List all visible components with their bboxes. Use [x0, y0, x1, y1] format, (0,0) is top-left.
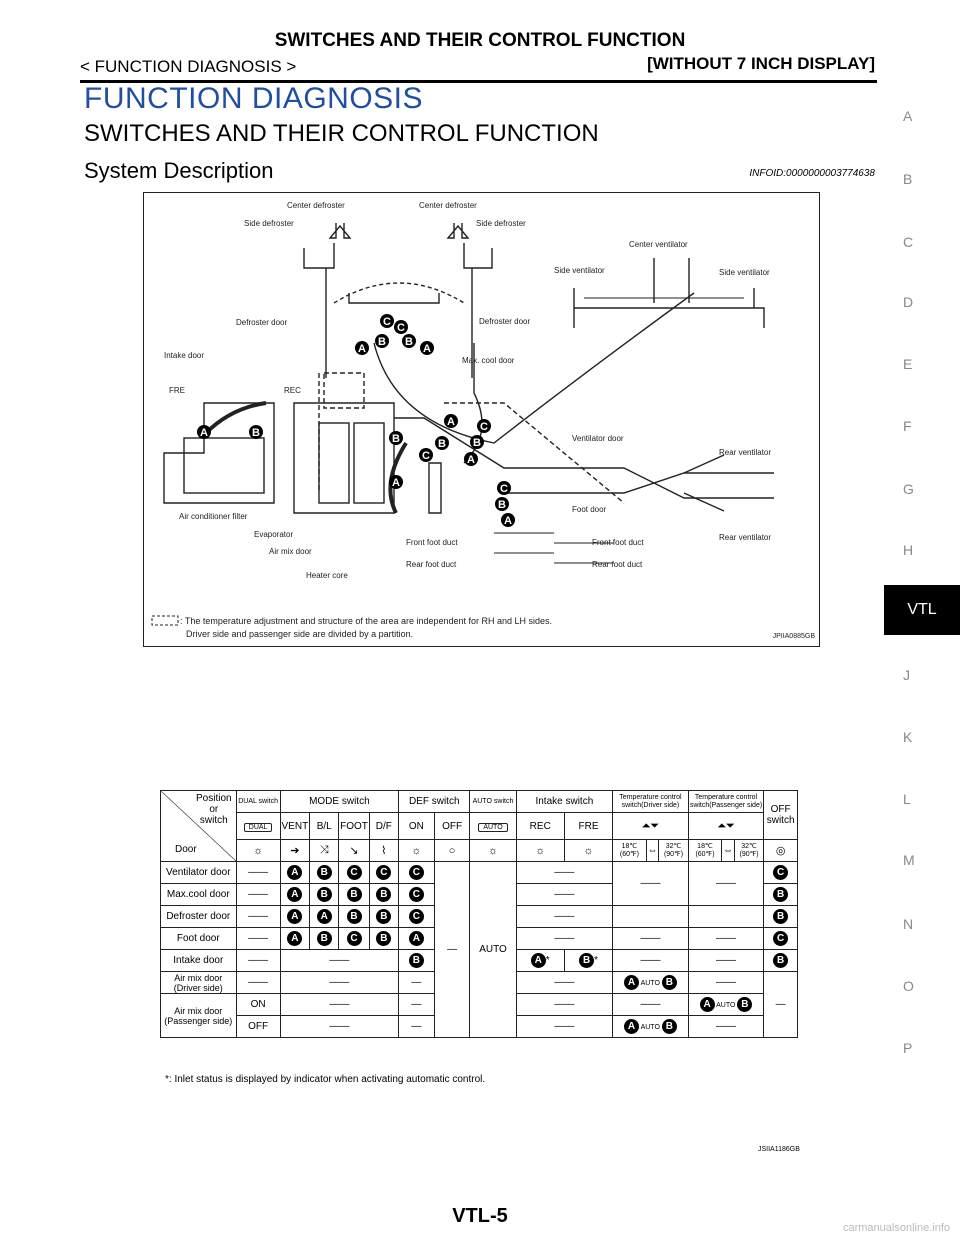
- marker-a: [464, 452, 478, 466]
- cell-dash: ——: [236, 950, 280, 972]
- svg-text:C: C: [422, 450, 430, 462]
- marker-b: B: [579, 953, 594, 968]
- label-foot-door: Foot door: [572, 505, 607, 514]
- cell-dash: ——: [236, 906, 280, 928]
- label-defroster-door-left: Defroster door: [236, 318, 288, 327]
- marker-c: [394, 320, 408, 334]
- svg-text:B: B: [405, 336, 413, 348]
- cell-dash: —: [399, 1016, 435, 1038]
- diagram-figure-id: JPIIA0885GB: [772, 633, 815, 640]
- marker-a: A: [624, 975, 639, 990]
- system-diagram: [143, 192, 820, 647]
- cell-dash: ——: [516, 884, 613, 906]
- corner-switch: switch: [199, 815, 228, 826]
- marker-b: B: [376, 887, 391, 902]
- cell-dash: ——: [613, 994, 689, 1016]
- diagram-note-line1: : The temperature adjustment and structure of the area are independent for RH and LH sides.: [180, 616, 553, 626]
- sub-foot: FOOT: [339, 813, 369, 840]
- label-air-mix-door: Air mix door: [269, 547, 312, 556]
- marker-b: B: [662, 1019, 677, 1034]
- svg-text:A: A: [392, 477, 400, 489]
- marker-a: A: [700, 997, 715, 1012]
- table-row: Intake door —— —— B A * B * —— —— B: [161, 950, 798, 972]
- cell-dash: —: [764, 972, 798, 1038]
- label-max-cool-door: Max. cool door: [462, 356, 515, 365]
- sub-fre: FRE: [564, 813, 612, 840]
- cell-dash: ——: [236, 862, 280, 884]
- marker-b: B: [347, 909, 362, 924]
- row-label-foot: Foot door: [161, 928, 237, 950]
- cell-dash: —: [399, 994, 435, 1016]
- cell-dash: —: [399, 972, 435, 994]
- svg-text:C: C: [383, 316, 391, 328]
- cell-dash: ——: [688, 972, 764, 994]
- row-label-intake: Intake door: [161, 950, 237, 972]
- passenger-temp-low: 18℃ (60℉): [688, 840, 722, 862]
- marker-a: [355, 341, 369, 355]
- corner-or: or: [209, 804, 219, 815]
- marker-c: C: [409, 909, 424, 924]
- driver-temp-high: 32℃ (90℉): [659, 840, 688, 862]
- fre-indicator-icon: ☼: [564, 840, 612, 862]
- col-off: OFF switch: [764, 791, 798, 840]
- section-label: < FUNCTION DIAGNOSIS >: [80, 57, 297, 76]
- svg-text:B: B: [252, 427, 260, 439]
- svg-text:B: B: [498, 499, 506, 511]
- marker-a: [444, 414, 458, 428]
- row-label-airmix-passenger: Air mix door (Passenger side): [161, 994, 237, 1038]
- svg-text:A: A: [467, 454, 475, 466]
- page-number: VTL-5: [452, 1205, 508, 1227]
- cell-dash: ——: [280, 994, 398, 1016]
- marker-b: [470, 435, 484, 449]
- index-tab-l[interactable]: L: [903, 791, 911, 807]
- cell-empty: [688, 906, 764, 928]
- svg-text:B: B: [438, 438, 446, 450]
- index-tab-d[interactable]: D: [903, 294, 914, 310]
- marker-a: A: [287, 865, 302, 880]
- index-tab-m[interactable]: M: [903, 852, 915, 868]
- variant-label: [WITHOUT 7 INCH DISPLAY]: [647, 54, 875, 73]
- col-def: DEF switch: [399, 791, 470, 813]
- svg-text:C: C: [480, 421, 488, 433]
- sub-on: ON: [399, 813, 435, 840]
- row-label-airmix-driver: Air mix door (Driver side): [161, 972, 237, 994]
- label-rec: REC: [284, 386, 301, 395]
- def-off-indicator-icon: ○: [434, 840, 470, 862]
- svg-text:C: C: [397, 322, 405, 334]
- passenger-temp-high: 32℃ (90℉): [734, 840, 763, 862]
- svg-text:B: B: [392, 433, 400, 445]
- auto-indicator-icon: ☼: [470, 840, 516, 862]
- marker-c: C: [409, 887, 424, 902]
- marker-b: B: [347, 887, 362, 902]
- corner-door: Door: [175, 844, 197, 855]
- marker-b: B: [376, 931, 391, 946]
- label-front-foot-duct-left: Front foot duct: [406, 538, 458, 547]
- marker-b: B: [662, 975, 677, 990]
- dual-button-cell: [236, 813, 280, 840]
- sub-off: OFF: [434, 813, 470, 840]
- col-mode: MODE switch: [280, 791, 398, 813]
- marker-c: C: [409, 865, 424, 880]
- marker-b: B: [317, 865, 332, 880]
- index-tab-h[interactable]: H: [903, 542, 914, 558]
- label-front-foot-duct-right: Front foot duct: [592, 538, 644, 547]
- def-off-merged: —: [434, 862, 470, 1038]
- svg-text:B: B: [378, 336, 386, 348]
- index-tab-e[interactable]: E: [903, 356, 913, 372]
- chapter-heading: FUNCTION DIAGNOSIS: [84, 82, 424, 115]
- marker-b: B: [737, 997, 752, 1012]
- marker-c: [477, 419, 491, 433]
- table-footnote: *: Inlet status is displayed by indicator when activating automatic control.: [165, 1074, 486, 1085]
- auto-button[interactable]: AUTO: [478, 823, 507, 832]
- driver-temp-low: 18℃ (60℉): [613, 840, 647, 862]
- marker-b: [389, 431, 403, 445]
- foot-mode-icon: ↘: [339, 840, 369, 862]
- marker-c: [380, 314, 394, 328]
- cell-dash: ——: [516, 928, 613, 950]
- dual-indicator-icon: ☼: [236, 840, 280, 862]
- airmix-off-range: A AUTO B: [613, 1016, 689, 1038]
- cell-dash: ——: [613, 928, 689, 950]
- index-tab-j[interactable]: J: [903, 667, 910, 683]
- svg-text:A: A: [200, 427, 208, 439]
- svg-text:A: A: [423, 343, 431, 355]
- cell-dash: ——: [280, 950, 398, 972]
- row-label-defroster: Defroster door: [161, 906, 237, 928]
- marker-b: B: [773, 909, 788, 924]
- cell-dash: ——: [688, 862, 764, 906]
- marker-c: C: [376, 865, 391, 880]
- label-side-ventilator-right: Side ventilator: [719, 268, 770, 277]
- label-ventilator-door: Ventilator door: [572, 434, 624, 443]
- label-rear-foot-duct-right: Rear foot duct: [592, 560, 643, 569]
- diagram-drawing: [144, 193, 821, 648]
- label-center-ventilator: Center ventilator: [629, 240, 688, 249]
- label-center-defroster-right: Center defroster: [419, 201, 477, 210]
- info-id: INFOID:0000000003774638: [749, 168, 875, 179]
- row-label-ventilator: Ventilator door: [161, 862, 237, 884]
- svg-text:A: A: [504, 515, 512, 527]
- driver-temp-arrow: ⇔: [646, 840, 659, 862]
- cell-empty: [613, 906, 689, 928]
- index-tab-p[interactable]: P: [903, 1040, 913, 1056]
- index-tab-k[interactable]: K: [903, 729, 913, 745]
- label-fre: FRE: [169, 386, 185, 395]
- marker-a: [420, 341, 434, 355]
- marker-a: A: [287, 887, 302, 902]
- sub-rec: REC: [516, 813, 564, 840]
- bilevel-mode-icon: ⤨: [310, 840, 339, 862]
- svg-text:A: A: [358, 343, 366, 355]
- cell-dash: ——: [516, 972, 613, 994]
- label-side-defroster-right: Side defroster: [476, 219, 526, 228]
- airmix-passenger-range: A AUTO B: [688, 994, 764, 1016]
- col-dual: DUAL switch: [236, 791, 280, 813]
- col-auto: AUTO switch: [470, 791, 516, 813]
- marker-b: B: [773, 887, 788, 902]
- col-temp-driver: Temperature control switch(Driver side): [613, 791, 689, 813]
- cell-dash: ——: [280, 972, 398, 994]
- off-button-icon[interactable]: ◎: [764, 840, 798, 862]
- marker-b: [402, 334, 416, 348]
- marker-b: B: [409, 953, 424, 968]
- label-center-defroster-left: Center defroster: [287, 201, 345, 210]
- marker-a: A: [531, 953, 546, 968]
- marker-c: [497, 481, 511, 495]
- label-air-conditioner-filter: Air conditioner filter: [179, 512, 248, 521]
- cell-dash: ——: [516, 1016, 613, 1038]
- cell-dash: ——: [516, 994, 613, 1016]
- label-rear-foot-duct-left: Rear foot duct: [406, 560, 457, 569]
- label-evaporator: Evaporator: [254, 530, 294, 539]
- diagram-note-line2: Driver side and passenger side are divided by a partition.: [186, 629, 414, 639]
- label-side-defroster-left: Side defroster: [244, 219, 294, 228]
- marker-b: [495, 497, 509, 511]
- table-row: [161, 862, 798, 884]
- col-temp-passenger: Temperature control switch(Passenger side): [688, 791, 764, 813]
- cell-dash: ——: [236, 972, 280, 994]
- col-intake: Intake switch: [516, 791, 613, 813]
- label-defroster-door-right: Defroster door: [479, 317, 531, 326]
- row-label-maxcool: Max.cool door: [161, 884, 237, 906]
- label-intake-door: Intake door: [164, 351, 205, 360]
- sub-bl: B/L: [310, 813, 339, 840]
- vent-mode-icon: ➔: [280, 840, 309, 862]
- cell-on: ON: [236, 994, 280, 1016]
- cell-dash: ——: [688, 1016, 764, 1038]
- corner-position: Position: [196, 793, 232, 804]
- index-tab-a[interactable]: A: [903, 108, 913, 124]
- cell-dash: ——: [613, 950, 689, 972]
- rec-indicator-icon: ☼: [516, 840, 564, 862]
- marker-a: A: [287, 909, 302, 924]
- marker-c: C: [773, 865, 788, 880]
- cell-dash: ——: [516, 906, 613, 928]
- subsection-heading: System Description: [84, 158, 274, 183]
- dual-button[interactable]: DUAL: [244, 823, 273, 832]
- running-title: SWITCHES AND THEIR CONTROL FUNCTION: [274, 30, 686, 51]
- sub-vent: VENT: [280, 813, 309, 840]
- marker-c: [419, 448, 433, 462]
- airmix-driver-range: A AUTO B: [613, 972, 689, 994]
- svg-text:C: C: [500, 483, 508, 495]
- index-tab-g[interactable]: G: [903, 481, 914, 497]
- svg-text:A: A: [447, 416, 455, 428]
- marker-c: C: [347, 931, 362, 946]
- label-rear-ventilator-bottom: Rear ventilator: [719, 533, 772, 542]
- switch-function-table: [160, 790, 798, 1038]
- up-down-button-icon[interactable]: ⏶⏷: [717, 819, 735, 832]
- table-corner: [161, 791, 237, 862]
- marker-b: B: [773, 953, 788, 968]
- marker-a: A: [624, 1019, 639, 1034]
- marker-b: [249, 425, 263, 439]
- marker-b: B: [317, 887, 332, 902]
- auto-button-cell: [470, 813, 516, 840]
- cell-off: OFF: [236, 1016, 280, 1038]
- index-tab-b[interactable]: B: [903, 171, 913, 187]
- table-figure-id: JSIIA1186GB: [758, 1146, 800, 1153]
- marker-c: C: [347, 865, 362, 880]
- auto-merged: AUTO: [470, 862, 516, 1038]
- label-heater-core: Heater core: [306, 571, 348, 580]
- marker-a: A: [409, 931, 424, 946]
- index-tab-f[interactable]: F: [903, 418, 912, 434]
- defrost-foot-mode-icon: ⌇: [369, 840, 398, 862]
- watermark: carmanualsonline.info: [842, 1222, 950, 1234]
- svg-text:B: B: [473, 437, 481, 449]
- marker-a: A: [317, 909, 332, 924]
- cell-dash: ——: [688, 950, 764, 972]
- index-tab-o[interactable]: O: [903, 978, 914, 994]
- index-tab-vtl[interactable]: VTL: [884, 585, 960, 635]
- section-heading: SWITCHES AND THEIR CONTROL FUNCTION: [84, 120, 599, 147]
- cell-dash: ——: [236, 884, 280, 906]
- marker-b: [435, 436, 449, 450]
- marker-a: [197, 425, 211, 439]
- marker-b: B: [317, 931, 332, 946]
- cell-dash: ——: [613, 862, 689, 906]
- index-tab-c[interactable]: C: [903, 234, 914, 250]
- marker-a: [501, 513, 515, 527]
- cell-dash: ——: [516, 862, 613, 884]
- temp-passenger-buttons: [688, 813, 764, 840]
- index-tab-n[interactable]: N: [903, 916, 914, 932]
- sub-df: D/F: [369, 813, 398, 840]
- label-side-ventilator-left: Side ventilator: [554, 266, 605, 275]
- cell-dash: ——: [236, 928, 280, 950]
- cell-dash: ——: [688, 928, 764, 950]
- marker-b: B: [376, 909, 391, 924]
- up-down-button-icon[interactable]: ⏶⏷: [641, 819, 660, 832]
- marker-b: [375, 334, 389, 348]
- passenger-temp-arrow: ⇔: [722, 840, 735, 862]
- def-on-indicator-icon: ☼: [399, 840, 435, 862]
- temp-driver-buttons: [613, 813, 689, 840]
- marker-a: [389, 475, 403, 489]
- marker-a: A: [287, 931, 302, 946]
- cell-dash: ——: [280, 1016, 398, 1038]
- label-rear-ventilator-top: Rear ventilator: [719, 448, 772, 457]
- marker-c: C: [773, 931, 788, 946]
